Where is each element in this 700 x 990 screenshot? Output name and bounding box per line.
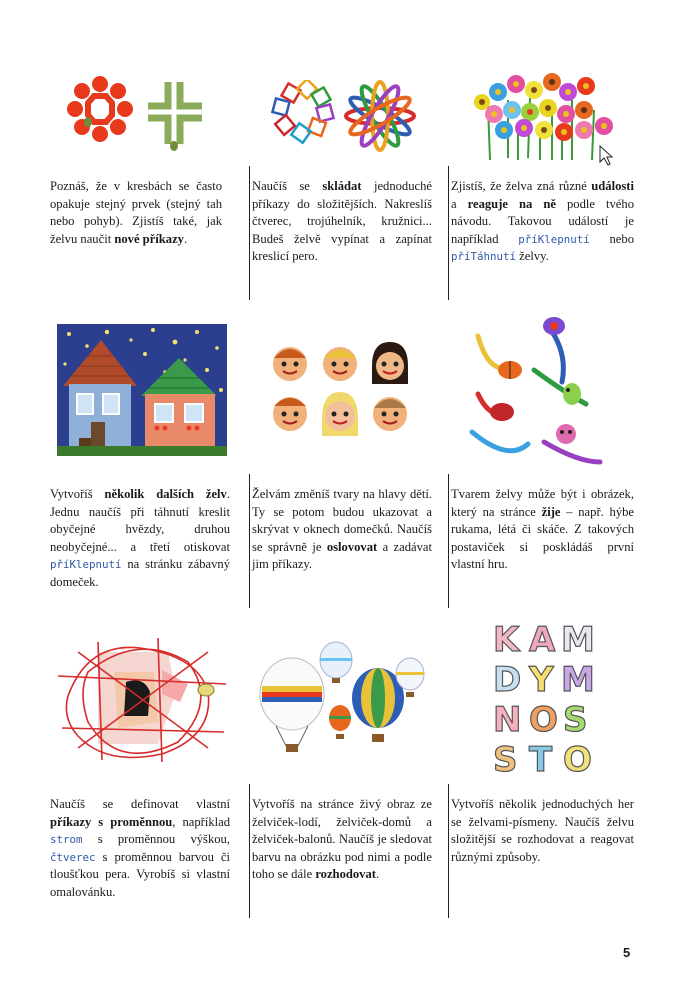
- balloons-illustration: [258, 640, 428, 765]
- cell-text-4: Vytvoříš několik dalších želv. Jednu naučíš při táhnutí kreslit obyčejné hvězdy, druhou neobyčejné... a třetí otiskovat příKlepnutí na stránku zábavný domeček.: [50, 487, 230, 589]
- letter-O2: O: [563, 740, 592, 777]
- cell-text-1: Poznáš, že v kresbách se často opakuje stejný prvek (stejný tah nebo pohyb). Zjistíš také, jak želvu naučit nové příkazy.: [50, 179, 222, 246]
- animal-turtles-illustration: [468, 312, 618, 472]
- face-1: [273, 347, 307, 381]
- face-6: [373, 397, 407, 431]
- cell-text-3: Zjistíš, že želva zná různé události a reaguje na ně podle tvého návodu. Takovou událostí je například příKlepnutí nebo příTáhnutí želvy.: [451, 178, 634, 266]
- cell-text-2: Naučíš se skládat jednoduché příkazy do složitějších. Nakreslíš čtverec, trojúhelník, kružnici... Budeš želvě vypínat a zapínat kreslicí pero.: [252, 178, 432, 266]
- letter-M: M: [561, 620, 595, 660]
- cell-text-8: Vytvoříš na stránce živý obraz ze želviček-lodí, želviček-domů a želviček-balonů. Naučíš je sledovat barvu na obrázku pod nimi a podle toho se dále rozhodovat.: [252, 796, 432, 884]
- letter-K: K: [493, 620, 520, 660]
- big-balloon: [260, 658, 324, 752]
- column-divider: [448, 474, 449, 608]
- letter-S: S: [563, 700, 588, 740]
- ladybug: [498, 361, 522, 379]
- letter-A: A: [529, 620, 556, 660]
- letter-S2: S: [493, 740, 518, 777]
- column-divider: [448, 166, 449, 300]
- lizard: [563, 383, 581, 405]
- letter-O: O: [529, 700, 558, 740]
- children-faces-illustration: [268, 340, 418, 440]
- rosettes-illustration: [270, 80, 420, 152]
- cell-text-9: Vytvoříš několik jednoduchých her se želvami-písmeny. Naučíš želvu složitější se rozhodovat a reagovat různými způsoby.: [451, 796, 634, 866]
- letter-D: D: [493, 660, 522, 700]
- cell-text-7: Naučíš se definovat vlastní příkazy s proměnnou, například strom s proměnnou výškou, čtverec s proměnnou barvou či tloušťkou pera. Vyrobíš si vlastní omalovánku.: [50, 797, 231, 899]
- letter-M2: M: [561, 660, 595, 700]
- letter-Y: Y: [529, 660, 554, 700]
- pink-fly: [556, 424, 576, 444]
- turtle-cross: [148, 82, 202, 144]
- small-balloon-top: [320, 642, 352, 683]
- column-divider: [249, 474, 250, 608]
- colouring-page-illustration: [58, 632, 228, 768]
- column-divider: [249, 784, 250, 918]
- cell-text-6: Tvarem želvy může být i obrázek, který na stránce žije – např. hýbe rukama, létá či skáče. Z takových postaviček si poskládáš první vlastní hru.: [451, 486, 634, 574]
- cell-text-5: Želvám změníš tvary na hlavy dětí. Ty se potom budou ukazovat a skrývat v oknech domečků. Naučíš se správně je oslovovat a zadávat jim příkazy.: [252, 486, 432, 574]
- page-number: 5: [623, 945, 631, 960]
- flower-field-illustration: [468, 70, 618, 170]
- column-divider: [249, 166, 250, 300]
- red-car: [490, 403, 514, 421]
- face-3: [372, 342, 408, 384]
- face-4: [273, 397, 307, 431]
- turtle-flower: [67, 76, 133, 142]
- letter-turtles-illustration: [493, 617, 603, 777]
- letter-T: T: [529, 740, 553, 777]
- flower-and-cross-illustration: [62, 76, 222, 156]
- column-divider: [448, 784, 449, 918]
- beetle: [543, 317, 565, 335]
- small-balloon-left: [329, 705, 351, 739]
- letter-N: N: [493, 700, 522, 740]
- face-5: [322, 392, 358, 436]
- face-2: [323, 347, 357, 381]
- flowers: [474, 73, 613, 141]
- starry-houses-illustration: [57, 324, 227, 456]
